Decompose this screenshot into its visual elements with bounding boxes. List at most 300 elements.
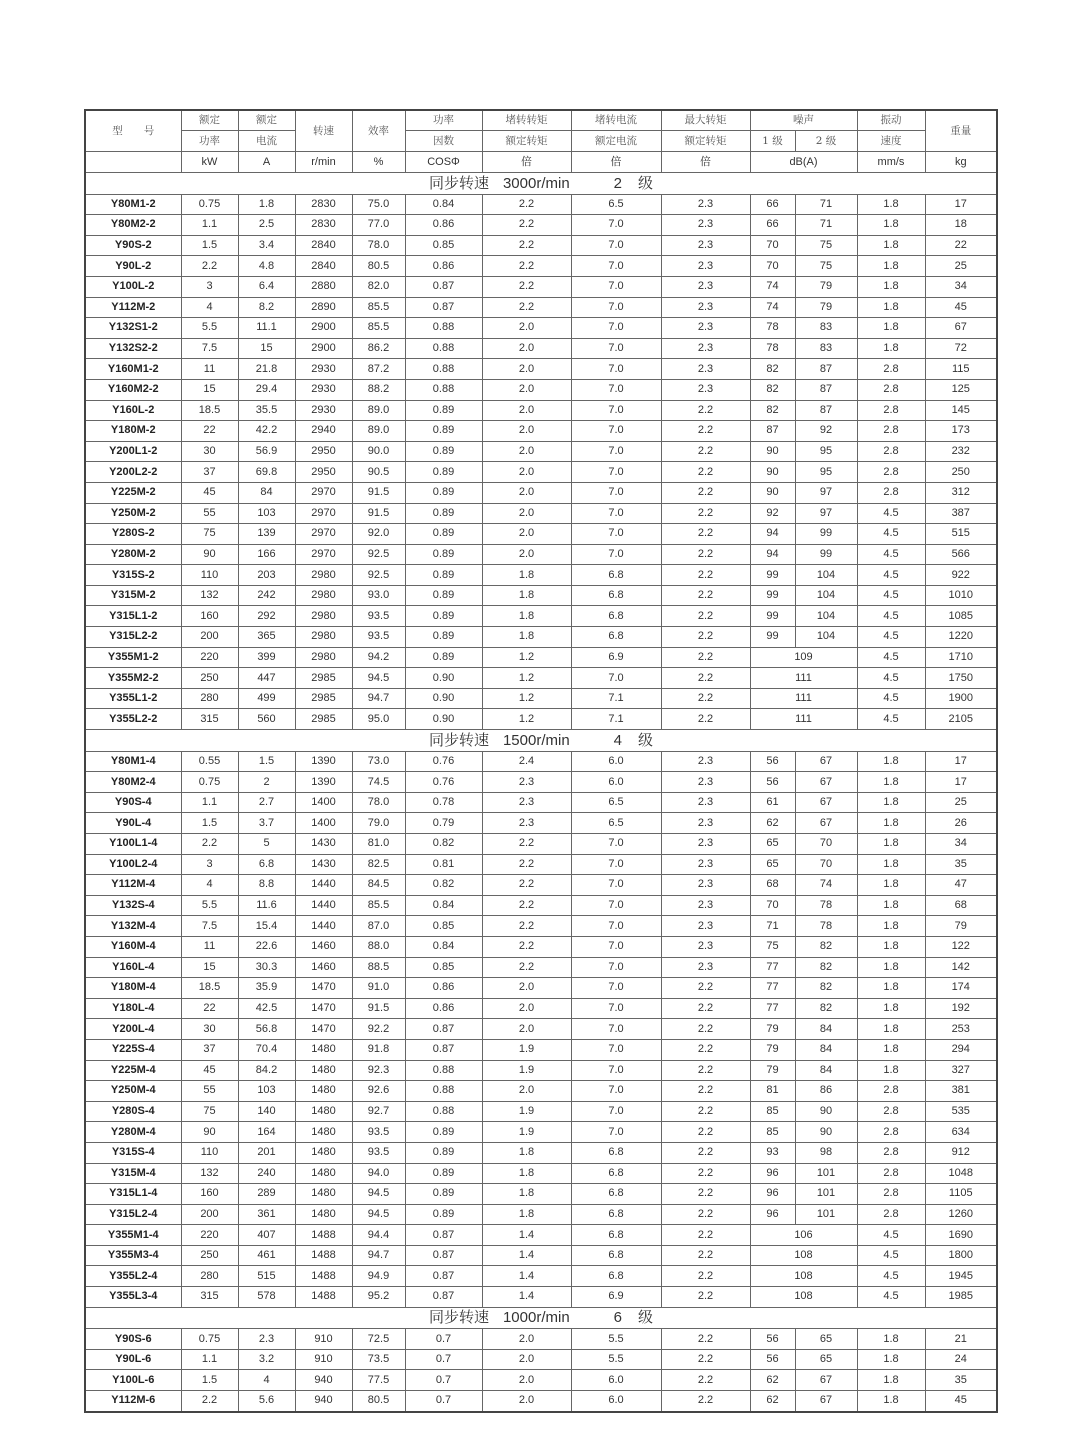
cell-vibration: 2.8 [857, 421, 925, 442]
table-row [85, 1349, 997, 1370]
cell-weight: 1220 [925, 627, 997, 648]
cell-power-factor: 0.7 [405, 1329, 482, 1350]
table-row [85, 1019, 997, 1040]
cell-power-factor: 0.78 [405, 792, 482, 813]
cell-vibration: 1.8 [857, 1370, 925, 1391]
cell-noise-level2: 87 [795, 379, 857, 400]
cell-locked-current-ratio: 7.0 [571, 503, 661, 524]
cell-vibration: 1.8 [857, 875, 925, 896]
header-locked-torque-2: 额定转矩 [482, 131, 571, 152]
header-vibration-2: 速度 [857, 131, 925, 152]
cell-speed: 1480 [295, 1204, 352, 1225]
cell-weight: 34 [925, 276, 997, 297]
cell-noise-level2: 74 [795, 875, 857, 896]
cell-speed: 2890 [295, 297, 352, 318]
cell-speed: 2970 [295, 482, 352, 503]
cell-rated-current: 2.7 [238, 792, 295, 813]
cell-vibration: 2.8 [857, 1184, 925, 1205]
cell-rated-current: 42.5 [238, 998, 295, 1019]
header-noise-level1: 1 级 [750, 131, 795, 152]
cell-speed: 1400 [295, 813, 352, 834]
cell-weight: 250 [925, 462, 997, 483]
cell-power-factor: 0.88 [405, 1060, 482, 1081]
cell-weight: 17 [925, 772, 997, 793]
table-row [85, 1039, 997, 1060]
cell-noise-level2: 95 [795, 441, 857, 462]
cell-speed: 2970 [295, 544, 352, 565]
cell-max-torque-ratio: 2.2 [661, 441, 750, 462]
cell-noise-level1: 99 [750, 606, 795, 627]
table-row [85, 1122, 997, 1143]
cell-noise-level1: 99 [750, 585, 795, 606]
cell-power-factor: 0.88 [405, 379, 482, 400]
cell-rated-power: 30 [181, 441, 238, 462]
header-max-torque-1: 最大转矩 [661, 110, 750, 131]
cell-max-torque-ratio: 2.2 [661, 524, 750, 545]
cell-rated-current: 560 [238, 709, 295, 730]
cell-weight: 122 [925, 936, 997, 957]
cell-vibration: 1.8 [857, 916, 925, 937]
cell-locked-current-ratio: 7.0 [571, 1081, 661, 1102]
cell-model: Y132M-4 [85, 916, 181, 937]
cell-rated-power: 75 [181, 1101, 238, 1122]
cell-noise-level1: 78 [750, 338, 795, 359]
table-row [85, 235, 997, 256]
cell-power-factor: 0.88 [405, 338, 482, 359]
cell-vibration: 4.5 [857, 688, 925, 709]
cell-weight: 173 [925, 421, 997, 442]
cell-speed: 1430 [295, 834, 352, 855]
cell-locked-current-ratio: 6.8 [571, 1163, 661, 1184]
cell-vibration: 4.5 [857, 1245, 925, 1266]
cell-rated-power: 1.5 [181, 235, 238, 256]
cell-efficiency: 91.0 [352, 978, 405, 999]
cell-rated-current: 140 [238, 1101, 295, 1122]
table-row [85, 688, 997, 709]
cell-efficiency: 78.0 [352, 792, 405, 813]
cell-noise-level2: 78 [795, 916, 857, 937]
cell-rated-current: 361 [238, 1204, 295, 1225]
cell-weight: 34 [925, 834, 997, 855]
cell-efficiency: 82.0 [352, 276, 405, 297]
cell-max-torque-ratio: 2.2 [661, 1184, 750, 1205]
cell-locked-torque-ratio: 2.2 [482, 194, 571, 215]
cell-speed: 1470 [295, 998, 352, 1019]
cell-max-torque-ratio: 2.2 [661, 1245, 750, 1266]
cell-noise-level2: 84 [795, 1039, 857, 1060]
cell-weight: 1085 [925, 606, 997, 627]
cell-locked-current-ratio: 6.0 [571, 751, 661, 772]
cell-noise-level1: 66 [750, 215, 795, 236]
cell-speed: 2970 [295, 524, 352, 545]
cell-model: Y180M-4 [85, 978, 181, 999]
cell-noise-level1: 94 [750, 524, 795, 545]
cell-locked-current-ratio: 6.8 [571, 1225, 661, 1246]
cell-efficiency: 85.5 [352, 895, 405, 916]
cell-locked-current-ratio: 6.8 [571, 585, 661, 606]
cell-noise-level1: 70 [750, 235, 795, 256]
cell-vibration: 2.8 [857, 1101, 925, 1122]
cell-noise-level1: 99 [750, 627, 795, 648]
table-row [85, 276, 997, 297]
cell-locked-current-ratio: 6.5 [571, 194, 661, 215]
cell-rated-current: 11.1 [238, 318, 295, 339]
cell-vibration: 1.8 [857, 1039, 925, 1060]
cell-model: Y225M-4 [85, 1060, 181, 1081]
cell-vibration: 4.5 [857, 1266, 925, 1287]
table-row [85, 585, 997, 606]
cell-locked-current-ratio: 7.0 [571, 834, 661, 855]
cell-locked-current-ratio: 6.5 [571, 792, 661, 813]
cell-locked-current-ratio: 6.8 [571, 1245, 661, 1266]
cell-rated-current: 15 [238, 338, 295, 359]
table-row [85, 916, 997, 937]
cell-model: Y250M-4 [85, 1081, 181, 1102]
cell-model: Y90S-4 [85, 792, 181, 813]
cell-rated-power: 2.2 [181, 256, 238, 277]
cell-max-torque-ratio: 2.2 [661, 709, 750, 730]
cell-locked-current-ratio: 7.0 [571, 256, 661, 277]
cell-locked-torque-ratio: 2.0 [482, 503, 571, 524]
cell-speed: 2930 [295, 400, 352, 421]
cell-efficiency: 77.5 [352, 1370, 405, 1391]
cell-vibration: 1.8 [857, 978, 925, 999]
cell-rated-current: 289 [238, 1184, 295, 1205]
table-row [85, 318, 997, 339]
cell-vibration: 1.8 [857, 1060, 925, 1081]
cell-rated-current: 461 [238, 1245, 295, 1266]
cell-locked-current-ratio: 7.1 [571, 709, 661, 730]
cell-locked-torque-ratio: 2.0 [482, 421, 571, 442]
cell-locked-current-ratio: 6.8 [571, 565, 661, 586]
cell-max-torque-ratio: 2.2 [661, 503, 750, 524]
table-row [85, 957, 997, 978]
cell-noise-level2: 87 [795, 359, 857, 380]
cell-rated-power: 0.75 [181, 194, 238, 215]
cell-noise-level1: 93 [750, 1142, 795, 1163]
cell-locked-torque-ratio: 2.0 [482, 1329, 571, 1350]
cell-model: Y280S-4 [85, 1101, 181, 1122]
cell-efficiency: 89.0 [352, 421, 405, 442]
cell-weight: 566 [925, 544, 997, 565]
cell-power-factor: 0.84 [405, 895, 482, 916]
cell-vibration: 1.8 [857, 936, 925, 957]
cell-speed: 1488 [295, 1287, 352, 1308]
cell-rated-current: 70.4 [238, 1039, 295, 1060]
cell-locked-current-ratio: 6.0 [571, 772, 661, 793]
cell-speed: 1480 [295, 1122, 352, 1143]
cell-max-torque-ratio: 2.3 [661, 318, 750, 339]
section-label: 同步转速 [428, 1308, 489, 1327]
cell-max-torque-ratio: 2.3 [661, 916, 750, 937]
cell-locked-current-ratio: 7.0 [571, 462, 661, 483]
cell-efficiency: 93.5 [352, 627, 405, 648]
cell-efficiency: 94.9 [352, 1266, 405, 1287]
cell-max-torque-ratio: 2.2 [661, 400, 750, 421]
table-row [85, 895, 997, 916]
cell-efficiency: 87.2 [352, 359, 405, 380]
cell-max-torque-ratio: 2.2 [661, 1225, 750, 1246]
table-row [85, 1081, 997, 1102]
cell-efficiency: 79.0 [352, 813, 405, 834]
cell-rated-current: 1.8 [238, 194, 295, 215]
cell-locked-torque-ratio: 2.3 [482, 813, 571, 834]
cell-rated-power: 15 [181, 957, 238, 978]
cell-vibration: 4.5 [857, 565, 925, 586]
cell-model: Y315L2-2 [85, 627, 181, 648]
cell-speed: 2980 [295, 627, 352, 648]
cell-model: Y112M-4 [85, 875, 181, 896]
cell-noise-level2: 79 [795, 297, 857, 318]
cell-noise-level1: 82 [750, 379, 795, 400]
cell-locked-torque-ratio: 1.8 [482, 1142, 571, 1163]
cell-noise-merged: 111 [750, 668, 857, 689]
cell-vibration: 2.8 [857, 441, 925, 462]
cell-locked-current-ratio: 6.8 [571, 1266, 661, 1287]
cell-noise-level2: 83 [795, 338, 857, 359]
cell-vibration: 2.8 [857, 1142, 925, 1163]
cell-power-factor: 0.81 [405, 854, 482, 875]
cell-noise-merged: 108 [750, 1266, 857, 1287]
cell-noise-level2: 75 [795, 235, 857, 256]
cell-speed: 1440 [295, 916, 352, 937]
cell-model: Y355L3-4 [85, 1287, 181, 1308]
cell-max-torque-ratio: 2.3 [661, 359, 750, 380]
cell-locked-torque-ratio: 2.4 [482, 751, 571, 772]
cell-locked-torque-ratio: 2.0 [482, 400, 571, 421]
cell-rated-power: 55 [181, 1081, 238, 1102]
table-row [85, 772, 997, 793]
cell-noise-level2: 98 [795, 1142, 857, 1163]
cell-speed: 2980 [295, 647, 352, 668]
cell-model: Y160L-2 [85, 400, 181, 421]
cell-power-factor: 0.87 [405, 297, 482, 318]
cell-locked-current-ratio: 6.8 [571, 627, 661, 648]
cell-vibration: 4.5 [857, 647, 925, 668]
cell-efficiency: 74.5 [352, 772, 405, 793]
cell-efficiency: 80.5 [352, 256, 405, 277]
cell-noise-level1: 70 [750, 895, 795, 916]
cell-vibration: 1.8 [857, 256, 925, 277]
cell-max-torque-ratio: 2.2 [661, 565, 750, 586]
cell-max-torque-ratio: 2.3 [661, 792, 750, 813]
cell-efficiency: 94.5 [352, 1204, 405, 1225]
section-speed: 3000r/min [502, 174, 570, 192]
cell-power-factor: 0.76 [405, 772, 482, 793]
cell-noise-level2: 82 [795, 978, 857, 999]
cell-noise-merged: 106 [750, 1225, 857, 1246]
table-row [85, 606, 997, 627]
cell-rated-power: 315 [181, 1287, 238, 1308]
cell-weight: 1105 [925, 1184, 997, 1205]
cell-rated-power: 11 [181, 936, 238, 957]
cell-rated-current: 515 [238, 1266, 295, 1287]
cell-vibration: 4.5 [857, 606, 925, 627]
cell-efficiency: 94.7 [352, 688, 405, 709]
cell-noise-level1: 77 [750, 978, 795, 999]
cell-efficiency: 82.5 [352, 854, 405, 875]
cell-locked-current-ratio: 7.0 [571, 936, 661, 957]
cell-power-factor: 0.7 [405, 1349, 482, 1370]
table-row [85, 1329, 997, 1350]
cell-rated-current: 6.4 [238, 276, 295, 297]
cell-weight: 35 [925, 1370, 997, 1391]
cell-vibration: 4.5 [857, 503, 925, 524]
cell-locked-current-ratio: 7.0 [571, 297, 661, 318]
table-row [85, 792, 997, 813]
cell-noise-level1: 56 [750, 772, 795, 793]
cell-efficiency: 89.0 [352, 400, 405, 421]
cell-model: Y112M-6 [85, 1391, 181, 1412]
cell-noise-level1: 79 [750, 1039, 795, 1060]
cell-power-factor: 0.87 [405, 1287, 482, 1308]
cell-vibration: 2.8 [857, 379, 925, 400]
cell-rated-current: 3.7 [238, 813, 295, 834]
cell-noise-level1: 56 [750, 1349, 795, 1370]
cell-max-torque-ratio: 2.2 [661, 668, 750, 689]
table-row [85, 256, 997, 277]
cell-speed: 1390 [295, 772, 352, 793]
table-row [85, 524, 997, 545]
cell-locked-current-ratio: 7.0 [571, 338, 661, 359]
cell-power-factor: 0.87 [405, 276, 482, 297]
header-noise-level2: 2 级 [795, 131, 857, 152]
cell-rated-power: 160 [181, 1184, 238, 1205]
cell-model: Y160M2-2 [85, 379, 181, 400]
cell-power-factor: 0.7 [405, 1370, 482, 1391]
cell-vibration: 2.8 [857, 1204, 925, 1225]
cell-locked-torque-ratio: 2.0 [482, 441, 571, 462]
cell-speed: 1480 [295, 1142, 352, 1163]
table-row [85, 668, 997, 689]
header-locked-current-1: 堵转电流 [571, 110, 661, 131]
cell-rated-current: 2.5 [238, 215, 295, 236]
cell-power-factor: 0.89 [405, 1122, 482, 1143]
cell-locked-torque-ratio: 1.4 [482, 1266, 571, 1287]
cell-max-torque-ratio: 2.3 [661, 854, 750, 875]
table-row [85, 1184, 997, 1205]
cell-locked-torque-ratio: 2.0 [482, 1370, 571, 1391]
cell-rated-current: 166 [238, 544, 295, 565]
cell-noise-level1: 78 [750, 318, 795, 339]
cell-efficiency: 94.0 [352, 1163, 405, 1184]
cell-model: Y132S2-2 [85, 338, 181, 359]
cell-locked-current-ratio: 7.0 [571, 668, 661, 689]
cell-efficiency: 94.5 [352, 1184, 405, 1205]
cell-weight: 21 [925, 1329, 997, 1350]
cell-weight: 922 [925, 565, 997, 586]
cell-speed: 2830 [295, 194, 352, 215]
cell-locked-torque-ratio: 1.8 [482, 1204, 571, 1225]
cell-rated-power: 0.75 [181, 1329, 238, 1350]
cell-power-factor: 0.89 [405, 482, 482, 503]
unit-current: A [238, 152, 295, 173]
table-row [85, 359, 997, 380]
cell-rated-current: 203 [238, 565, 295, 586]
cell-rated-current: 499 [238, 688, 295, 709]
header-power-factor-1: 功率 [405, 110, 482, 131]
cell-weight: 67 [925, 318, 997, 339]
cell-power-factor: 0.82 [405, 834, 482, 855]
cell-noise-level1: 70 [750, 256, 795, 277]
cell-efficiency: 94.5 [352, 668, 405, 689]
table-row [85, 194, 997, 215]
cell-rated-power: 280 [181, 688, 238, 709]
cell-rated-power: 2.2 [181, 834, 238, 855]
cell-rated-current: 4.8 [238, 256, 295, 277]
cell-locked-torque-ratio: 2.0 [482, 1081, 571, 1102]
cell-rated-current: 447 [238, 668, 295, 689]
cell-noise-level2: 99 [795, 544, 857, 565]
cell-efficiency: 92.0 [352, 524, 405, 545]
cell-noise-level1: 62 [750, 1370, 795, 1391]
cell-model: Y132S1-2 [85, 318, 181, 339]
section-header-row [85, 1307, 997, 1329]
cell-power-factor: 0.86 [405, 998, 482, 1019]
cell-efficiency: 73.0 [352, 751, 405, 772]
cell-weight: 312 [925, 482, 997, 503]
cell-rated-power: 90 [181, 544, 238, 565]
cell-locked-torque-ratio: 1.8 [482, 565, 571, 586]
cell-rated-current: 103 [238, 1081, 295, 1102]
table-row [85, 1225, 997, 1246]
cell-speed: 1480 [295, 1184, 352, 1205]
cell-model: Y355M2-2 [85, 668, 181, 689]
cell-vibration: 1.8 [857, 235, 925, 256]
cell-model: Y280M-2 [85, 544, 181, 565]
cell-rated-power: 45 [181, 482, 238, 503]
cell-noise-level1: 90 [750, 482, 795, 503]
cell-max-torque-ratio: 2.2 [661, 1122, 750, 1143]
cell-noise-level2: 67 [795, 772, 857, 793]
cell-rated-power: 37 [181, 1039, 238, 1060]
section-label: 同步转速 [428, 173, 489, 192]
cell-rated-current: 11.6 [238, 895, 295, 916]
cell-model: Y315L2-4 [85, 1204, 181, 1225]
cell-locked-current-ratio: 7.0 [571, 421, 661, 442]
cell-locked-current-ratio: 7.0 [571, 544, 661, 565]
cell-locked-current-ratio: 7.0 [571, 957, 661, 978]
cell-locked-torque-ratio: 1.4 [482, 1245, 571, 1266]
cell-weight: 192 [925, 998, 997, 1019]
cell-speed: 1430 [295, 854, 352, 875]
cell-noise-level2: 101 [795, 1163, 857, 1184]
section-title [85, 173, 997, 195]
cell-power-factor: 0.86 [405, 256, 482, 277]
table-row [85, 297, 997, 318]
cell-noise-level2: 83 [795, 318, 857, 339]
cell-weight: 18 [925, 215, 997, 236]
cell-model: Y80M2-2 [85, 215, 181, 236]
cell-model: Y100L1-4 [85, 834, 181, 855]
cell-locked-current-ratio: 7.0 [571, 1060, 661, 1081]
cell-vibration: 1.8 [857, 1019, 925, 1040]
header-rated-current-1: 额定 [238, 110, 295, 131]
cell-max-torque-ratio: 2.2 [661, 482, 750, 503]
cell-weight: 1750 [925, 668, 997, 689]
header-model: 型 号 [85, 110, 181, 152]
cell-speed: 910 [295, 1349, 352, 1370]
cell-max-torque-ratio: 2.2 [661, 1142, 750, 1163]
cell-rated-current: 56.9 [238, 441, 295, 462]
cell-speed: 2900 [295, 318, 352, 339]
cell-rated-power: 7.5 [181, 338, 238, 359]
cell-weight: 387 [925, 503, 997, 524]
table-row [85, 854, 997, 875]
cell-noise-level1: 90 [750, 462, 795, 483]
cell-rated-current: 2 [238, 772, 295, 793]
cell-locked-current-ratio: 6.9 [571, 647, 661, 668]
